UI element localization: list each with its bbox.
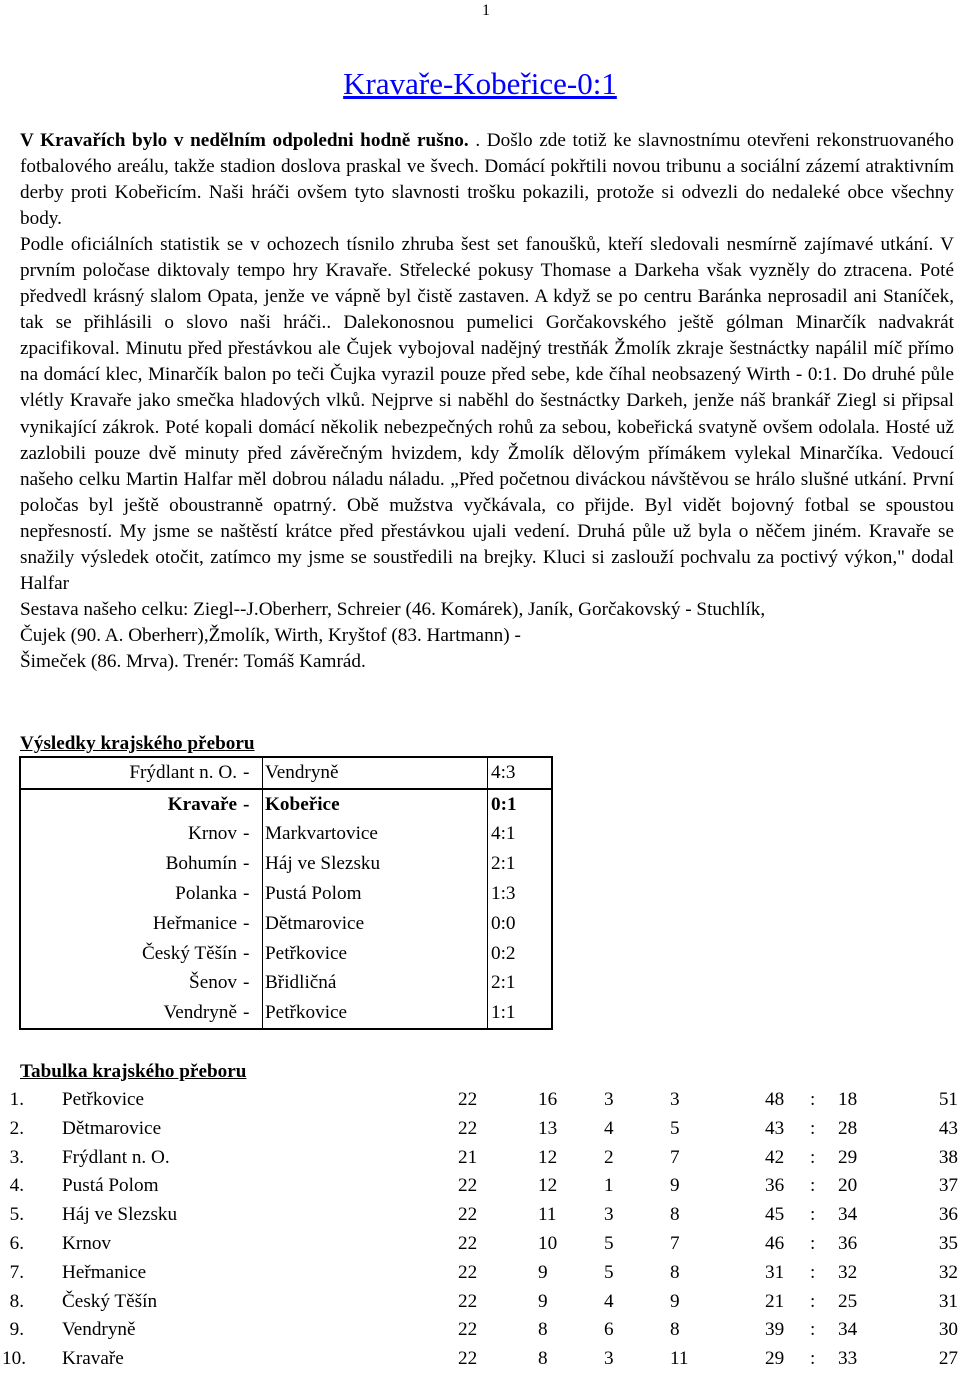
standing-goals-for: 42: [765, 1146, 785, 1168]
standing-row: [0, 1316, 960, 1345]
lead-text: . Došlo zde totiž ke slavnostnímu otevřeni rekonstruovaného fotbalového areálu, takže stadion doslova praskal ve švech. Domácí pokřtili novou tribunu a sociální zázemí atraktivním derby proti Kobeřicím. Naši hráči ovšem tyto slavnosti trošku pokazili, protože si odvezli do nedaleké obce všechny body.: [20, 130, 954, 230]
standing-goals-for: 48: [765, 1089, 785, 1110]
standing-goals-separator: :: [810, 1319, 816, 1341]
result-away-team: Pustá Polom: [263, 879, 488, 909]
standing-won: 9: [538, 1261, 548, 1283]
standing-played: 22: [458, 1175, 478, 1197]
standing-lost: 9: [670, 1175, 680, 1197]
standing-rank: 6.: [9, 1232, 24, 1254]
standing-team: Frýdlant n. O.: [62, 1146, 170, 1168]
standing-goals-separator: :: [810, 1204, 816, 1226]
standing-lost: 8: [670, 1261, 680, 1283]
standing-points: 27: [938, 1348, 958, 1370]
standing-points: 38: [938, 1146, 958, 1168]
standing-goals-against: 25: [838, 1290, 858, 1312]
standing-row: [0, 1172, 960, 1201]
standing-points: 32: [938, 1261, 958, 1283]
result-score: 1:3: [488, 879, 553, 909]
result-score: 4:1: [488, 820, 553, 850]
standing-goals-for: 43: [765, 1117, 785, 1139]
standing-goals-separator: :: [810, 1348, 816, 1370]
result-row: [20, 820, 552, 850]
result-separator: -: [243, 942, 250, 964]
standing-played: 22: [458, 1290, 478, 1312]
standing-goals-against: 36: [838, 1232, 858, 1254]
result-separator: -: [243, 793, 250, 815]
result-score: 1:1: [488, 998, 553, 1029]
result-separator: -: [243, 883, 250, 905]
standing-row: [0, 1144, 960, 1173]
standing-row: [0, 1201, 960, 1230]
standing-rank: 10.: [2, 1348, 26, 1370]
result-away-team: Petřkovice: [263, 939, 488, 969]
standing-team: Český Těšín: [62, 1290, 158, 1312]
standing-played: 22: [458, 1089, 478, 1110]
standing-won: 8: [538, 1319, 548, 1341]
result-away-team: Břidličná: [263, 969, 488, 999]
standings-heading: Tabulka krajského přeboru: [20, 1061, 247, 1082]
result-home-team: Krnov: [20, 820, 241, 850]
result-home-team: Frýdlant n. O.: [20, 757, 241, 789]
standing-lost: 7: [670, 1232, 680, 1254]
standing-points: 37: [938, 1175, 958, 1197]
result-row: [20, 789, 552, 820]
standing-goals-against: 33: [838, 1348, 858, 1370]
standing-goals-separator: :: [810, 1089, 816, 1110]
standing-played: 22: [458, 1204, 478, 1226]
result-row: [20, 909, 552, 939]
results-heading: Výsledky krajského přeboru: [20, 733, 255, 754]
standing-points: 43: [938, 1117, 958, 1139]
standing-goals-for: 39: [765, 1319, 785, 1341]
standing-points: 30: [938, 1319, 958, 1341]
standing-team: Petřkovice: [62, 1089, 145, 1110]
result-separator: -: [243, 912, 250, 934]
result-away-team: Háj ve Slezsku: [263, 849, 488, 879]
standing-team: Dětmarovice: [62, 1117, 162, 1139]
result-home-team: Heřmanice: [20, 909, 241, 939]
standing-lost: 3: [670, 1089, 680, 1110]
standing-drawn: 3: [604, 1089, 614, 1110]
standing-goals-against: 34: [838, 1319, 858, 1341]
standing-rank: 5.: [9, 1204, 24, 1226]
standing-goals-separator: :: [810, 1261, 816, 1283]
standing-won: 8: [538, 1348, 548, 1370]
result-home-team: Kravaře: [20, 789, 241, 820]
standing-won: 16: [538, 1089, 558, 1110]
standing-won: 9: [538, 1290, 548, 1312]
standing-team: Vendryně: [62, 1319, 136, 1341]
standing-goals-for: 45: [765, 1204, 785, 1226]
standing-goals-separator: :: [810, 1175, 816, 1197]
lineup-line-3: Šimeček (86. Mrva). Trenér: Tomáš Kamrád.: [20, 650, 366, 672]
result-row: [20, 939, 552, 969]
result-home-team: Polanka: [20, 879, 241, 909]
standing-drawn: 4: [604, 1290, 614, 1312]
standing-team: Krnov: [62, 1232, 112, 1254]
standing-rank: 9.: [9, 1319, 24, 1341]
result-score: 4:3: [488, 757, 553, 789]
standing-goals-against: 18: [838, 1089, 858, 1110]
standing-lost: 8: [670, 1319, 680, 1341]
standing-drawn: 4: [604, 1117, 614, 1139]
standing-played: 22: [458, 1319, 478, 1341]
result-score: 0:2: [488, 939, 553, 969]
article-title-link[interactable]: Kravaře-Kobeřice-0:1: [343, 66, 617, 101]
standing-goals-against: 34: [838, 1204, 858, 1226]
standing-lost: 11: [670, 1348, 689, 1370]
result-row: [20, 757, 552, 789]
standing-drawn: 2: [604, 1146, 614, 1168]
result-away-team: Markvartovice: [263, 820, 488, 850]
result-row: [20, 998, 552, 1029]
standing-won: 11: [538, 1204, 557, 1226]
result-score: 2:1: [488, 969, 553, 999]
standing-rank: 1.: [9, 1089, 24, 1110]
standing-rank: 3.: [9, 1146, 24, 1168]
standing-played: 22: [458, 1117, 478, 1139]
article-body: [20, 128, 954, 675]
results-table: [19, 756, 553, 1030]
result-away-team: Petřkovice: [263, 998, 488, 1029]
standing-goals-against: 29: [838, 1146, 858, 1168]
result-home-team: Vendryně: [20, 998, 241, 1029]
standing-goals-against: 20: [838, 1175, 858, 1197]
standing-drawn: 1: [604, 1175, 614, 1197]
standing-team: Heřmanice: [62, 1261, 147, 1283]
result-score: 0:1: [488, 789, 553, 820]
standing-lost: 5: [670, 1117, 680, 1139]
standing-goals-separator: :: [810, 1117, 816, 1139]
result-away-team: Kobeřice: [263, 789, 488, 820]
standing-goals-against: 28: [838, 1117, 858, 1139]
standing-rank: 4.: [9, 1175, 24, 1197]
standing-goals-separator: :: [810, 1146, 816, 1168]
standing-goals-for: 29: [765, 1348, 785, 1370]
standing-points: 51: [938, 1089, 958, 1110]
standing-rank: 8.: [9, 1290, 24, 1312]
result-home-team: Bohumín: [20, 849, 241, 879]
lineup-line-2: Čujek (90. A. Oberherr),Žmolík, Wirth, Kryštof (83. Hartmann) -: [20, 624, 521, 646]
standing-played: 21: [458, 1146, 478, 1168]
page-number: 1: [482, 2, 490, 19]
standing-played: 22: [458, 1261, 478, 1283]
standing-played: 22: [458, 1232, 478, 1254]
standing-drawn: 5: [604, 1261, 614, 1283]
standing-goals-separator: :: [810, 1290, 816, 1312]
result-away-team: Dětmarovice: [263, 909, 488, 939]
standing-drawn: 5: [604, 1232, 614, 1254]
standing-drawn: 3: [604, 1204, 614, 1226]
standing-goals-for: 46: [765, 1232, 785, 1254]
standings-table: [0, 1086, 960, 1374]
result-separator: -: [241, 757, 263, 789]
standing-won: 10: [538, 1232, 558, 1254]
lineup-line-1: Sestava našeho celku: Ziegl--J.Oberherr, Schreier (46. Komárek), Janík, Gorčakovský - Stuchlík,: [20, 598, 766, 620]
result-score: 0:0: [488, 909, 553, 939]
result-home-team: Šenov: [20, 969, 241, 999]
result-separator: -: [241, 998, 263, 1029]
standing-lost: 9: [670, 1290, 680, 1312]
standing-won: 12: [538, 1146, 558, 1168]
standing-won: 12: [538, 1175, 558, 1197]
result-row: [20, 879, 552, 909]
lead-paragraph: [20, 128, 954, 232]
standing-goals-for: 36: [765, 1175, 785, 1197]
result-row: [20, 969, 552, 999]
standing-lost: 8: [670, 1204, 680, 1226]
standing-lost: 7: [670, 1146, 680, 1168]
standing-row: [0, 1230, 960, 1259]
result-separator: -: [243, 972, 250, 994]
standing-team: Háj ve Slezsku: [62, 1204, 178, 1226]
standing-row: [0, 1345, 960, 1374]
result-home-team: Český Těšín: [20, 939, 241, 969]
standing-drawn: 6: [604, 1319, 614, 1341]
standing-row: [0, 1115, 960, 1144]
standing-rank: 7.: [9, 1261, 24, 1283]
standing-row: [0, 1259, 960, 1288]
standing-goals-separator: :: [810, 1232, 816, 1254]
standing-row: [0, 1086, 960, 1115]
standing-team: Kravaře: [62, 1348, 124, 1370]
standing-played: 22: [458, 1348, 478, 1370]
standing-points: 35: [938, 1232, 958, 1254]
standing-goals-against: 32: [838, 1261, 858, 1283]
standing-goals-for: 21: [765, 1290, 785, 1312]
result-separator: -: [243, 823, 250, 845]
result-row: [20, 849, 552, 879]
standing-rank: 2.: [9, 1117, 24, 1139]
body-paragraph: Podle oficiálních statistik se v ochozech tísnilo zhruba šest set fanoušků, kteří sledovali nesmírně zajímavé utkání. V prvním poločase diktovaly tempo hry Kravaře. Střelecké pokusy Thomase a Darkeha však vyzněly do ztracena. Poté předvedl krásný slalom Opata, jenže ve vápně byl čistě zastaven. A když se po centru Baránka neprosadil ani Staníček, tak se přihlásili o slovo naši hráči.. Dalekonosnou pumelici Gorčakovského ještě gólman Minarčík nadvakrát zpacifikoval. Minutu před přestávkou ale Čujek vybojoval nadějný trestňák Žmolík zkraje šestnáctky napálil míč přímo na domácí klec, Minarčík balon po teči Čujka vyrazil pouze před sebe, kde číhal neobsazený Wirth - 0:1. Do druhé půle vlétly Kravaře jako smečka hladových vlků. Nejprve si naběhl do šestnáctky Darkeh, jenže náš brankář Ziegl si připsal vynikající zákrok. Poté kopali domácí několik nebezpečných rohů za sebou, kobeřická svatyně ovšem odolala. Hosté už zazlobili pouze dvě minuty před závěrečným hvizdem, kdy Žmolík dělovým přímákem vylekal Minarčíka. Vedoucí našeho celku Martin Halfar měl dobrou náladu náladu. „Před početnou diváckou návštěvou se hrálo slušné utkání. První poločas byl ještě oboustranně opatrný. Obě mužstva vyčkávala, co přijde. Byl vidět bojovný fotbal se spoustou nepřesností. My jsme se naštěstí krátce před přestávkou ujali vedení. Druhá půle už byla o něčem jiném. Kravaře se snažily výsledek otočit, zatímco my jsme se soustředili na brejky. Kluci si zaslouží pochvalu za poctivý výkon," dodal Halfar: [20, 234, 954, 594]
standing-points: 36: [938, 1204, 958, 1226]
standing-row: [0, 1288, 960, 1317]
result-away-team: Vendryně: [263, 757, 488, 789]
standing-won: 13: [538, 1117, 558, 1139]
result-separator: -: [243, 853, 250, 875]
lead-bold-text: V Kravařích bylo v nedělním odpoledni hodně rušno.: [20, 130, 469, 151]
standing-team: Pustá Polom: [62, 1175, 159, 1197]
result-score: 2:1: [488, 849, 553, 879]
standing-drawn: 3: [604, 1348, 614, 1370]
standing-points: 31: [938, 1290, 958, 1312]
standing-goals-for: 31: [765, 1261, 785, 1283]
